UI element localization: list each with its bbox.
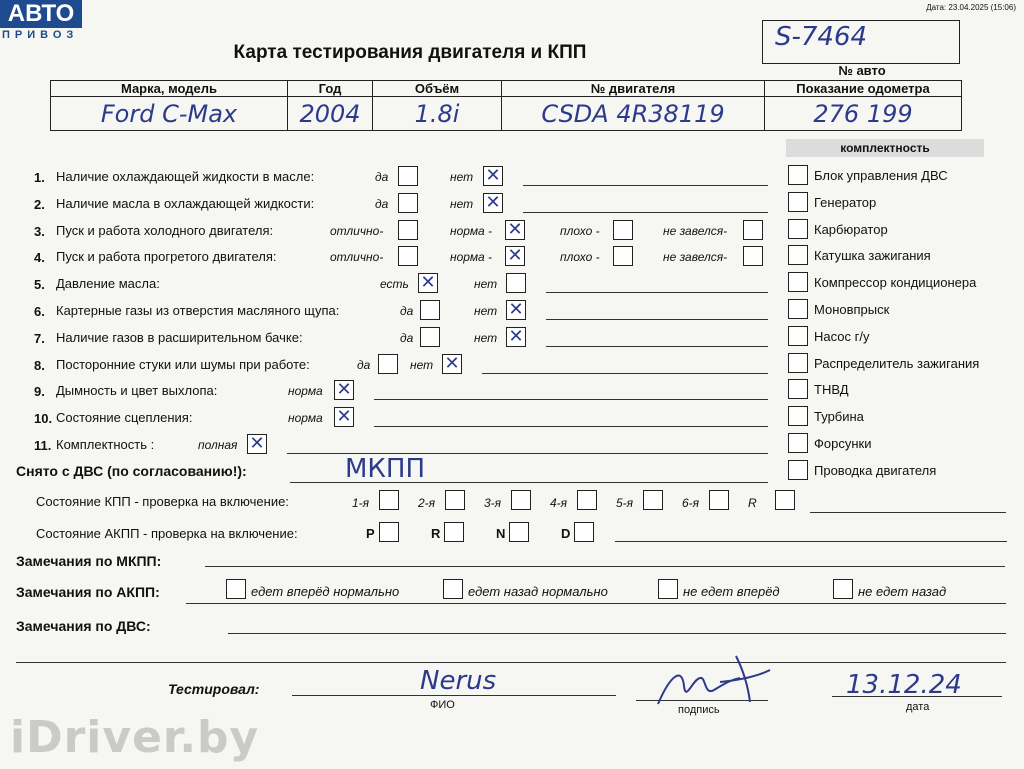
- akpp-option-checkbox[interactable]: [443, 579, 463, 599]
- col-odometer: Показание одометра: [765, 81, 962, 97]
- akpp-option-label: едет вперёд нормально: [251, 584, 400, 599]
- akpp-option-checkbox[interactable]: [226, 579, 246, 599]
- gear-checkbox[interactable]: [643, 490, 663, 510]
- akpp-label: Состояние АКПП - проверка на включение:: [36, 526, 298, 541]
- completeness-label: Карбюратор: [814, 221, 888, 237]
- option-checkbox[interactable]: [420, 300, 440, 320]
- col-volume: Объём: [373, 81, 502, 97]
- remarks-dvs-line-2: [16, 662, 1006, 663]
- option-checkbox[interactable]: [442, 354, 462, 374]
- check-mark: ✕: [485, 165, 501, 186]
- akpp-option-checkbox[interactable]: [658, 579, 678, 599]
- option-checkbox[interactable]: [483, 166, 503, 186]
- logo-subtitle: ПРИВОЗ: [2, 29, 79, 41]
- item-text: Комплектность :: [56, 437, 155, 452]
- item-text: Давление масла:: [56, 276, 160, 292]
- option-checkbox[interactable]: [334, 380, 354, 400]
- item-line: [546, 319, 768, 320]
- akpp-option-label: не едет вперёд: [683, 584, 780, 599]
- check-mark: ✕: [336, 379, 352, 401]
- akpp-gear-label: R: [431, 526, 441, 541]
- option-checkbox[interactable]: [378, 354, 398, 374]
- fio-label: ФИО: [430, 699, 455, 711]
- col-engine-no: № двигателя: [502, 81, 765, 97]
- option-checkbox[interactable]: [743, 246, 763, 266]
- check-mark: ✕: [249, 433, 265, 454]
- option-label: плохо -: [560, 250, 600, 265]
- completeness-label: Распределитель зажигания: [814, 355, 980, 371]
- remarks-mkpp-line: [205, 566, 1005, 567]
- item-line: [546, 346, 768, 347]
- option-checkbox[interactable]: [483, 193, 503, 213]
- gear-label: R: [748, 496, 757, 510]
- removed-value: МКПП: [345, 454, 425, 484]
- remarks-akpp-label: Замечания по АКПП:: [16, 584, 160, 600]
- kpp-label: Состояние КПП - проверка на включение:: [36, 494, 289, 509]
- gear-label: 6-я: [682, 496, 700, 510]
- completeness-label: ТНВД: [814, 382, 849, 398]
- option-label: полная: [198, 438, 238, 452]
- option-checkbox[interactable]: [613, 220, 633, 240]
- option-checkbox[interactable]: [398, 246, 418, 266]
- completeness-checkbox[interactable]: [788, 192, 808, 212]
- check-mark: ✕: [508, 299, 524, 320]
- item-number: 5.: [34, 277, 45, 293]
- col-year: Год: [288, 81, 373, 97]
- option-checkbox[interactable]: [398, 193, 418, 213]
- gear-label: 3-я: [484, 496, 502, 510]
- option-label: да: [375, 196, 389, 211]
- gear-label: 1-я: [352, 496, 370, 510]
- item-line: [374, 426, 768, 427]
- option-label: да: [375, 170, 389, 184]
- item-number: 3.: [34, 223, 45, 239]
- odometer-value: 276 199: [765, 97, 962, 131]
- completeness-checkbox[interactable]: [788, 299, 808, 319]
- check-mark: ✕: [420, 272, 436, 294]
- option-label: да: [357, 357, 371, 372]
- item-line: [523, 185, 768, 186]
- option-checkbox[interactable]: [505, 220, 525, 240]
- completeness-label: Блок управления ДВС: [814, 168, 948, 183]
- completeness-label: Турбина: [814, 409, 864, 425]
- option-label: да: [400, 304, 414, 318]
- removed-line: [290, 482, 768, 483]
- completeness-checkbox[interactable]: [788, 245, 808, 265]
- option-checkbox[interactable]: [334, 407, 354, 427]
- akpp-option-checkbox[interactable]: [833, 579, 853, 599]
- gear-checkbox[interactable]: [511, 490, 531, 510]
- option-label: нет: [450, 196, 474, 211]
- tested-line: [292, 695, 616, 696]
- akpp-option-label: не едет назад: [858, 584, 947, 599]
- gear-checkbox[interactable]: [709, 490, 729, 510]
- item-text: Наличие газов в расширительном бачке:: [56, 329, 303, 345]
- remarks-dvs-label: Замечания по ДВС:: [16, 618, 151, 634]
- model-value: Ford C-Max: [51, 97, 288, 131]
- completeness-checkbox[interactable]: [788, 353, 808, 373]
- completeness-label: Проводка двигателя: [814, 462, 937, 478]
- col-model: Марка, модель: [51, 81, 288, 97]
- option-label: нет: [450, 170, 474, 184]
- completeness-checkbox[interactable]: [788, 326, 808, 346]
- page-title: Карта тестирования двигателя и КПП: [233, 42, 587, 63]
- option-checkbox[interactable]: [398, 166, 418, 186]
- tested-name: Nerus: [420, 666, 497, 696]
- remarks-mkpp-label: Замечания по МКПП:: [16, 553, 162, 569]
- completeness-label: Форсунки: [814, 436, 872, 451]
- gear-checkbox[interactable]: [379, 490, 399, 510]
- akpp-gear-checkbox[interactable]: [444, 522, 464, 542]
- option-label: норма -: [450, 250, 493, 265]
- item-line: [374, 399, 768, 400]
- check-mark: ✕: [507, 218, 523, 240]
- option-checkbox[interactable]: [506, 273, 526, 293]
- option-checkbox[interactable]: [247, 434, 267, 454]
- item-line: [523, 212, 768, 213]
- option-checkbox[interactable]: [506, 300, 526, 320]
- item-text: Дымность и цвет выхлопа:: [56, 383, 218, 399]
- item-line: [546, 292, 768, 293]
- header-table: [50, 80, 962, 131]
- completeness-title: комплектность: [840, 141, 930, 155]
- option-label: нет: [474, 330, 498, 345]
- date-value: 13.12.24: [846, 670, 962, 700]
- option-checkbox[interactable]: [613, 246, 633, 266]
- akpp-gear-label: P: [366, 526, 375, 541]
- signature-mark: [640, 636, 780, 716]
- item-number: 11.: [34, 438, 52, 453]
- item-number: 6.: [34, 304, 45, 319]
- completeness-checkbox[interactable]: [788, 460, 808, 480]
- logo: АВТО: [0, 0, 82, 28]
- item-text: Пуск и работа холодного двигателя:: [56, 222, 274, 238]
- option-label: плохо -: [560, 223, 600, 238]
- item-text: Картерные газы из отверстия масляного щупа:: [56, 303, 340, 318]
- item-line: [482, 373, 768, 374]
- item-number: 1.: [34, 170, 45, 185]
- item-text: Состояние сцепления:: [56, 410, 193, 426]
- akpp-line: [615, 541, 1007, 542]
- akpp-gear-checkbox[interactable]: [509, 522, 529, 542]
- completeness-checkbox[interactable]: [788, 406, 808, 426]
- year-value: 2004: [288, 97, 373, 131]
- item-number: 2.: [34, 196, 45, 212]
- item-number: 8.: [34, 357, 45, 373]
- remarks-dvs-line-1: [228, 633, 1006, 634]
- completeness-checkbox[interactable]: [788, 379, 808, 399]
- akpp-gear-checkbox[interactable]: [379, 522, 399, 542]
- gear-checkbox[interactable]: [577, 490, 597, 510]
- gear-label: 5-я: [616, 496, 634, 510]
- completeness-label: Катушка зажигания: [814, 248, 931, 264]
- akpp-gear-label: D: [561, 526, 571, 541]
- option-label: отлично-: [330, 223, 384, 238]
- date-stamp: Дата: 23.04.2025 (15:06): [926, 3, 1016, 12]
- option-label: не завелся-: [663, 250, 728, 265]
- akpp-option-label: едет назад нормально: [468, 584, 608, 599]
- option-label: да: [400, 330, 414, 345]
- remarks-akpp-line: [186, 603, 1006, 604]
- kpp-line: [810, 512, 1006, 513]
- completeness-label: Моновпрыск: [814, 302, 890, 317]
- gear-label: 4-я: [550, 496, 568, 510]
- option-label: нет: [474, 304, 498, 318]
- item-text: Посторонние стуки или шумы при работе:: [56, 356, 310, 372]
- stock-label: № авто: [838, 63, 886, 78]
- completeness-label: Насос г/у: [814, 328, 870, 344]
- item-number: 9.: [34, 384, 45, 400]
- completeness-label: Компрессор кондиционера: [814, 275, 977, 291]
- gear-label: 2-я: [418, 496, 436, 510]
- engine-no-value: CSDA 4R38119: [502, 97, 765, 131]
- option-checkbox[interactable]: [418, 273, 438, 293]
- option-label: норма -: [450, 223, 493, 238]
- completeness-checkbox[interactable]: [788, 165, 808, 185]
- completeness-checkbox[interactable]: [788, 272, 808, 292]
- item-number: 7.: [34, 330, 45, 346]
- completeness-checkbox[interactable]: [788, 433, 808, 453]
- volume-value: 1.8i: [373, 97, 502, 131]
- item-text: Наличие охлаждающей жидкости в масле:: [56, 169, 315, 184]
- option-label: норма: [288, 384, 323, 399]
- akpp-gear-checkbox[interactable]: [574, 522, 594, 542]
- removed-label: Снято с ДВС (по согласованию!):: [16, 463, 247, 479]
- gear-checkbox[interactable]: [775, 490, 795, 510]
- check-mark: ✕: [336, 406, 352, 428]
- gear-checkbox[interactable]: [445, 490, 465, 510]
- option-label: отлично-: [330, 250, 384, 265]
- option-label: норма: [288, 411, 323, 426]
- watermark: iDriver.by: [10, 712, 260, 763]
- akpp-gear-label: N: [496, 526, 506, 541]
- option-label: нет: [410, 357, 434, 372]
- option-checkbox[interactable]: [506, 327, 526, 347]
- check-mark: ✕: [444, 352, 460, 374]
- item-number: 10.: [34, 411, 53, 427]
- date-label: дата: [906, 701, 930, 713]
- option-label: нет: [474, 277, 498, 292]
- tested-label: Тестировал:: [168, 681, 260, 697]
- item-text: Наличие масла в охлаждающей жидкости:: [56, 195, 315, 211]
- signature-label: подпись: [678, 704, 720, 716]
- completeness-label: Генератор: [814, 194, 877, 210]
- check-mark: ✕: [485, 191, 501, 213]
- option-label: есть: [380, 277, 409, 292]
- option-checkbox[interactable]: [398, 220, 418, 240]
- completeness-checkbox[interactable]: [788, 219, 808, 239]
- option-checkbox[interactable]: [743, 220, 763, 240]
- item-text: Пуск и работа прогретого двигателя:: [56, 249, 277, 265]
- option-checkbox[interactable]: [420, 327, 440, 347]
- item-number: 4.: [34, 250, 45, 266]
- option-label: не завелся-: [663, 223, 728, 238]
- check-mark: ✕: [507, 245, 523, 267]
- option-checkbox[interactable]: [505, 246, 525, 266]
- date-line: [832, 696, 1002, 697]
- stock-number: S-7464: [775, 22, 868, 52]
- check-mark: ✕: [508, 325, 524, 347]
